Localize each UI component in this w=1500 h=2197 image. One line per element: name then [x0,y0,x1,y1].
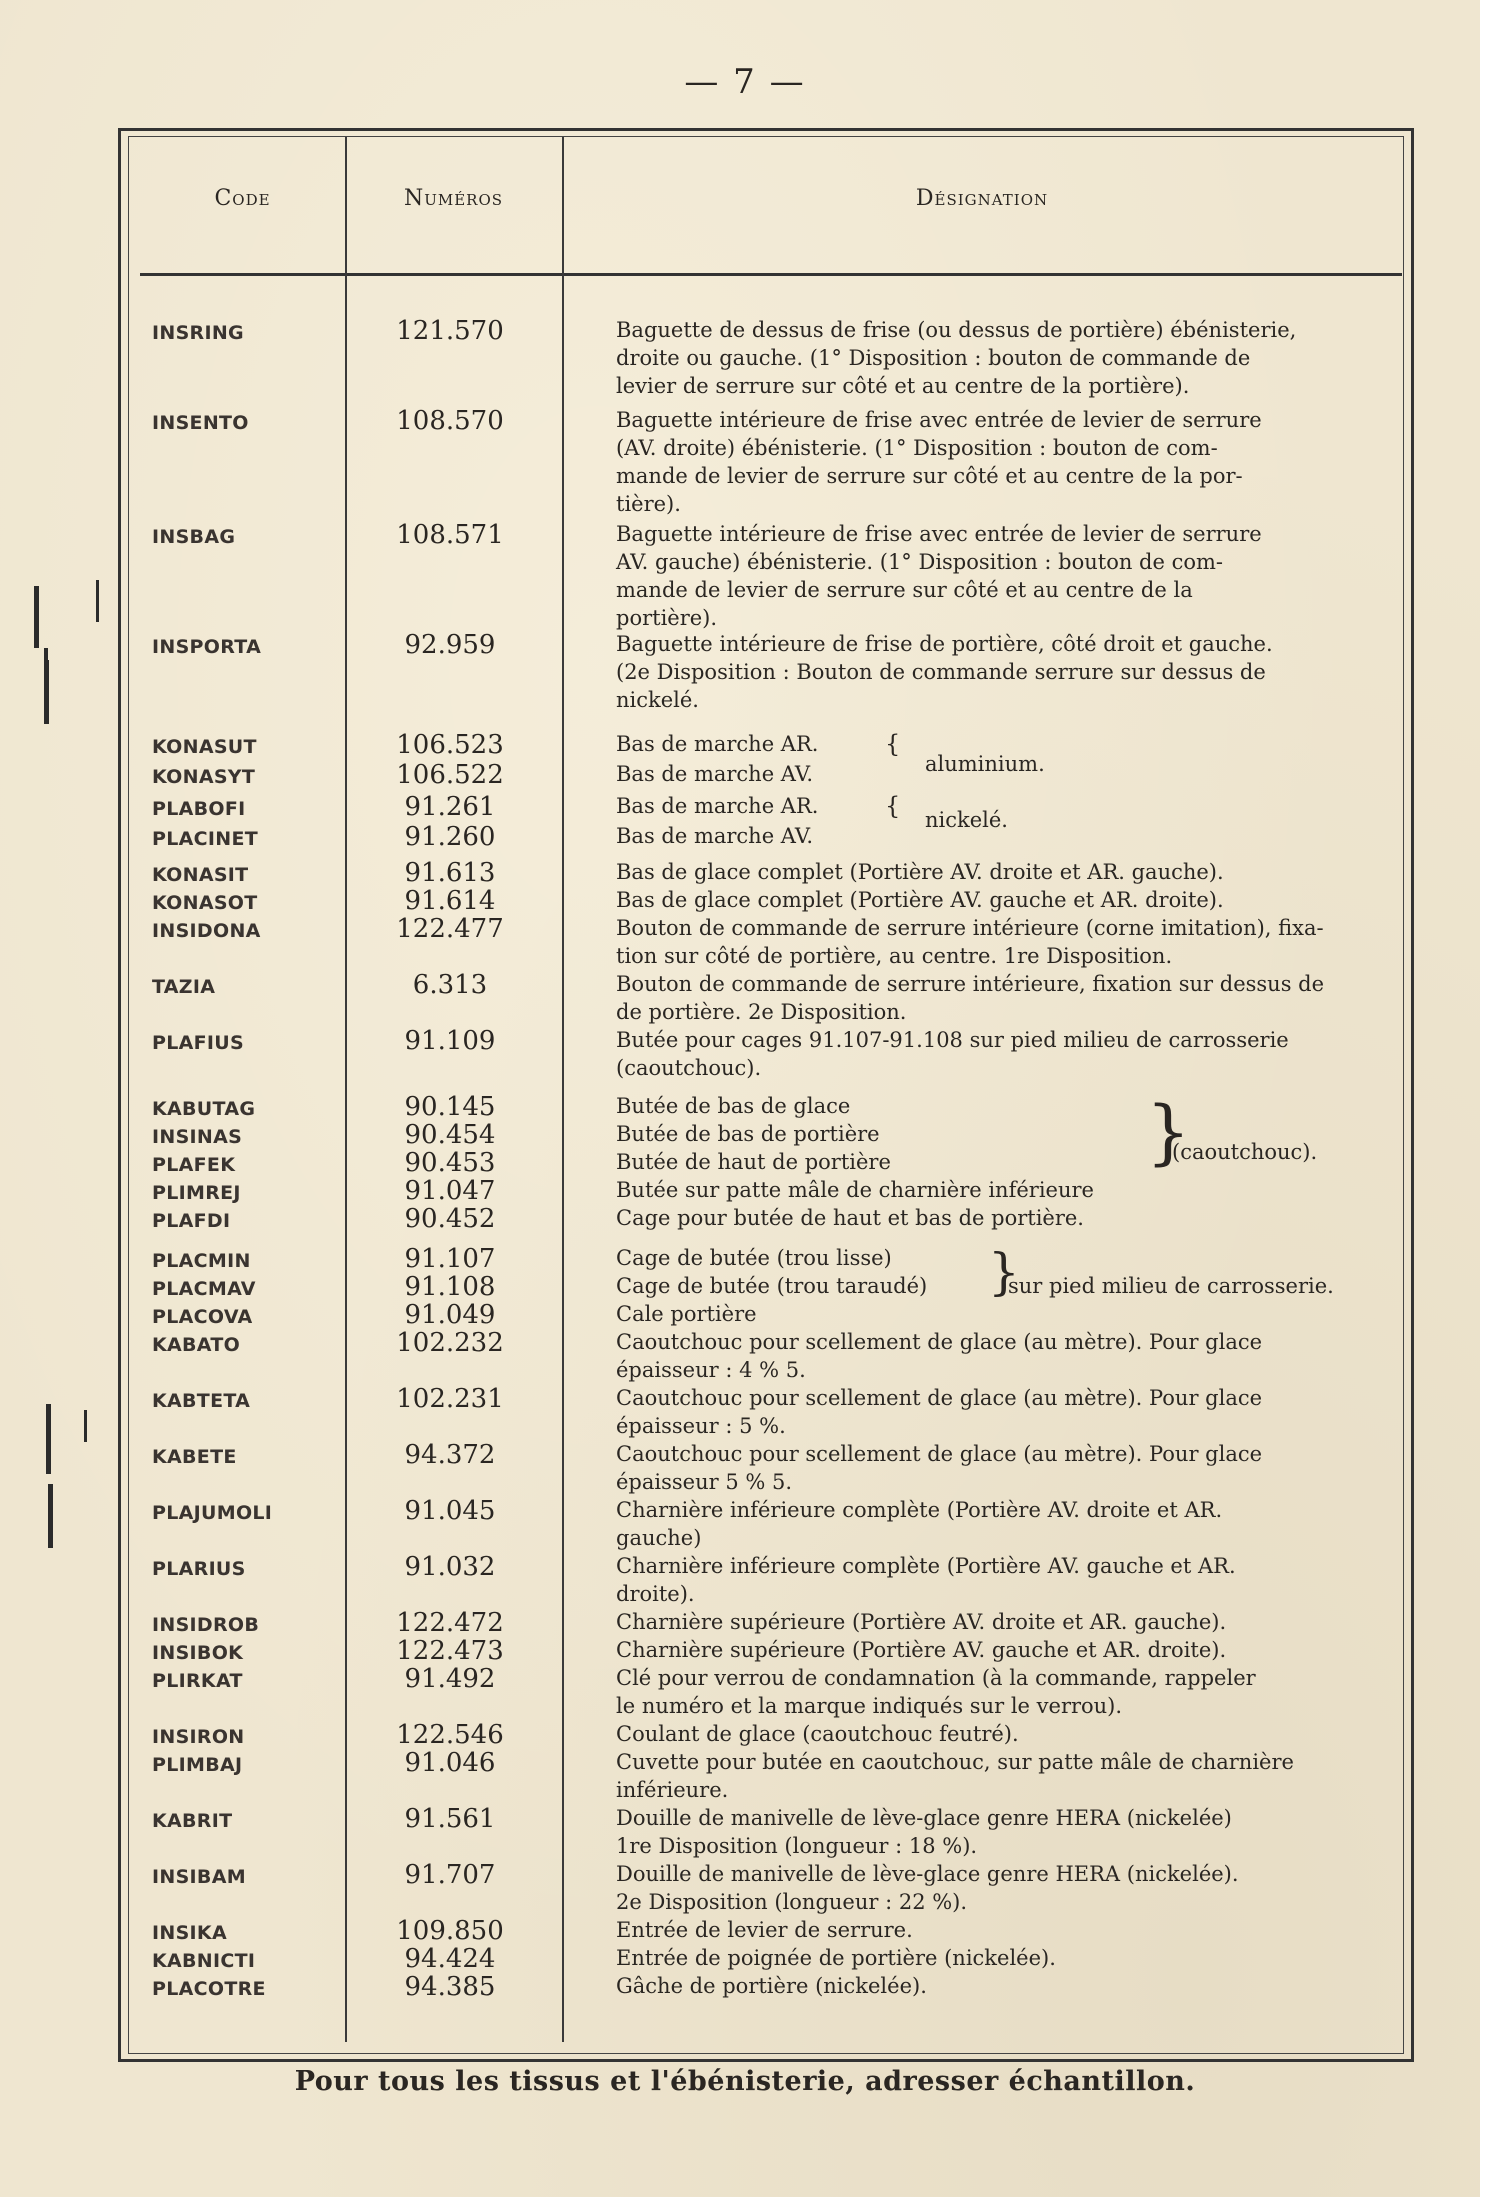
part-code: PLACMAV [152,1278,256,1300]
part-number: 102.231 [396,1384,504,1414]
part-code: KABNICTI [152,1950,256,1972]
part-code: PLAJUMOLI [152,1502,273,1524]
part-designation: Cage de butée (trou lisse) [616,1246,892,1270]
part-designation: Butée de bas de portière [616,1122,880,1146]
part-number: 91.047 [404,1176,496,1206]
part-code: PLABOFI [152,798,246,820]
part-designation: Butée de haut de portière [616,1150,891,1174]
part-designation: Caoutchouc pour scellement de glace (au mètre). Pour glace épaisseur : 4 % 5. [616,1330,1263,1382]
header-designation: Désignation [915,186,1049,211]
part-number: 92.959 [404,630,496,660]
part-number: 91.260 [404,822,496,852]
part-designation: Douille de manivelle de lève-glace genre HERA (nickelée). 2e Disposition (longueur : 22 %). [616,1862,1239,1914]
part-code: KONASIT [152,864,249,886]
page-number: — 7 — [684,62,806,102]
part-code: KABUTAG [152,1098,256,1120]
part-designation: Bas de marche AR. [616,732,819,756]
part-designation: Bas de glace complet (Portière AV. droite et AR. gauche). [616,860,1224,884]
part-code: TAZIA [152,976,216,998]
part-code: INSENTO [152,412,249,434]
part-number: 90.454 [404,1120,496,1150]
brace: { [885,730,901,758]
part-code: INSINAS [152,1126,243,1148]
part-code: INSIKA [152,1922,227,1944]
part-code: PLIMBAJ [152,1754,243,1776]
part-code: KABATO [152,1334,241,1356]
part-number: 108.570 [396,406,504,436]
part-number: 91.109 [404,1026,496,1056]
part-designation: Charnière inférieure complète (Portière AV. gauche et AR. droite). [616,1554,1236,1606]
part-designation: Clé pour verrou de condamnation (à la commande, rappeler le numéro et la marque indiqués sur le verrou). [616,1666,1256,1718]
part-code: INSIDROB [152,1614,260,1636]
part-number: 91.613 [404,858,496,888]
brace: } [988,1243,1020,1301]
part-designation: Bas de marche AR. [616,794,819,818]
part-number: 6.313 [412,970,488,1000]
part-number: 91.049 [404,1300,496,1330]
part-number: 90.453 [404,1148,496,1178]
part-number: 91.032 [404,1552,496,1582]
part-number: 91.492 [404,1664,496,1694]
footer-note: Pour tous les tissus et l'ébénisterie, adresser échantillon. [294,2066,1196,2097]
part-code: PLACOTRE [152,1978,266,2000]
part-code: KONASYT [152,766,256,788]
part-designation: Cale portière [616,1302,757,1326]
part-number: 106.523 [396,730,504,760]
brace: } [1146,1091,1191,1173]
part-designation: Entrée de levier de serrure. [616,1918,913,1942]
scan-edge [1480,0,1490,2197]
margin-mark [34,586,39,648]
part-number: 106.522 [396,760,504,790]
part-code: INSIDONA [152,920,261,942]
part-designation: Douille de manivelle de lève-glace genre HERA (nickelée) 1re Disposition (longueur : 18 %). [616,1806,1232,1858]
header-numeros: Numéros [403,186,504,211]
part-designation: Baguette intérieure de frise de portière, côté droit et gauche. (2e Disposition : Bouton de commande serrure sur dessus de nickelé. [616,632,1273,712]
part-number: 91.108 [404,1272,496,1302]
part-code: INSIRON [152,1726,245,1748]
part-code: KABTETA [152,1390,251,1412]
group-note-caoutchouc: (caoutchouc). [1172,1140,1318,1164]
part-number: 108.571 [396,520,504,550]
part-number: 94.424 [404,1944,496,1974]
part-number: 122.477 [396,914,504,944]
part-number: 122.472 [396,1608,504,1638]
part-number: 122.473 [396,1636,504,1666]
part-code: PLAFDI [152,1210,231,1232]
part-code: INSIBAM [152,1866,246,1888]
part-designation: Butée de bas de glace [616,1094,851,1118]
part-designation: Butée sur patte mâle de charnière inférieure [616,1178,1094,1202]
part-number: 94.372 [404,1440,496,1470]
part-number: 90.452 [404,1204,496,1234]
part-designation: Bas de glace complet (Portière AV. gauche et AR. droite). [616,888,1224,912]
part-designation: Bas de marche AV. [616,762,814,786]
group-note-nickele: nickelé. [925,808,1008,832]
part-designation: Butée pour cages 91.107-91.108 sur pied milieu de carrosserie (caoutchouc). [616,1028,1289,1080]
part-designation: Baguette intérieure de frise avec entrée de levier de serrure AV. gauche) ébénisterie. (1° Disposition : bouton de com- mande de levier de serrure sur côté et au centre de la portière). [616,522,1262,630]
header-code: Code [214,186,271,211]
part-designation: Baguette intérieure de frise avec entrée de levier de serrure (AV. droite) ébénisterie. (1° Disposition : bouton de com- mande de levier de serrure sur côté et au centre de la por- tière). [616,408,1262,516]
group-note-aluminium: aluminium. [925,752,1045,776]
part-number: 90.145 [404,1092,496,1122]
part-designation: Bouton de commande de serrure intérieure (corne imitation), fixa- tion sur côté de portière, au centre. 1re Disposition. [616,916,1324,968]
brace: { [885,792,901,820]
part-code: KONASUT [152,736,257,758]
part-number: 109.850 [396,1916,504,1946]
part-code: INSPORTA [152,636,262,658]
margin-mark [84,1410,87,1442]
part-code: PLACINET [152,828,258,850]
part-number: 91.707 [404,1860,496,1890]
margin-mark [44,660,49,724]
part-designation: Coulant de glace (caoutchouc feutré). [616,1722,1019,1746]
part-code: PLACMIN [152,1250,251,1272]
part-code: PLAFIUS [152,1032,244,1054]
part-code: PLIRKAT [152,1670,243,1692]
part-code: PLAFEK [152,1154,236,1176]
part-number: 91.045 [404,1496,496,1526]
part-code: KABETE [152,1446,237,1468]
part-designation: Cage de butée (trou taraudé) [616,1274,928,1298]
part-code: KONASOT [152,892,258,914]
column-divider [345,137,347,2042]
part-designation: Caoutchouc pour scellement de glace (au mètre). Pour glace épaisseur 5 % 5. [616,1442,1263,1494]
part-designation: Baguette de dessus de frise (ou dessus de portière) ébénisterie, droite ou gauche. (1° Disposition : bouton de commande de levier de serrure sur côté et au centre de la portière). [616,318,1297,398]
part-code: PLACOVA [152,1306,253,1328]
part-designation: Charnière supérieure (Portière AV. gauche et AR. droite). [616,1638,1227,1662]
part-number: 91.614 [404,886,496,916]
column-divider [562,137,564,2042]
part-number: 102.232 [396,1328,504,1358]
part-code: PLIMREJ [152,1182,241,1204]
part-designation: Bas de marche AV. [616,824,814,848]
part-designation: Caoutchouc pour scellement de glace (au mètre). Pour glace épaisseur : 5 %. [616,1386,1263,1438]
part-number: 121.570 [396,316,504,346]
part-number: 91.046 [404,1748,496,1778]
part-number: 91.107 [404,1244,496,1274]
part-designation: Cuvette pour butée en caoutchouc, sur patte mâle de charnière inférieure. [616,1750,1294,1802]
part-designation: Entrée de poignée de portière (nickelée). [616,1946,1056,1970]
part-designation: Cage pour butée de haut et bas de portière. [616,1206,1084,1230]
part-number: 91.561 [404,1804,496,1834]
part-number: 91.261 [404,792,496,822]
part-designation: Charnière inférieure complète (Portière AV. droite et AR. gauche) [616,1498,1223,1550]
margin-mark [46,1404,51,1474]
part-designation: Bouton de commande de serrure intérieure, fixation sur dessus de de portière. 2e Disposition. [616,972,1325,1024]
part-code: INSRING [152,322,244,344]
part-designation: Charnière supérieure (Portière AV. droite et AR. gauche). [616,1610,1227,1634]
part-code: PLARIUS [152,1558,246,1580]
part-designation: Gâche de portière (nickelée). [616,1974,927,1998]
part-number: 94.385 [404,1972,496,2002]
group-note-carrosserie: sur pied milieu de carrosserie. [1008,1274,1334,1298]
margin-mark [48,1484,53,1548]
margin-mark [96,580,99,622]
part-number: 122.546 [396,1720,504,1750]
part-code: INSBAG [152,526,236,548]
header-rule [140,273,1402,276]
part-code: KABRIT [152,1810,233,1832]
part-code: INSIBOK [152,1642,244,1664]
